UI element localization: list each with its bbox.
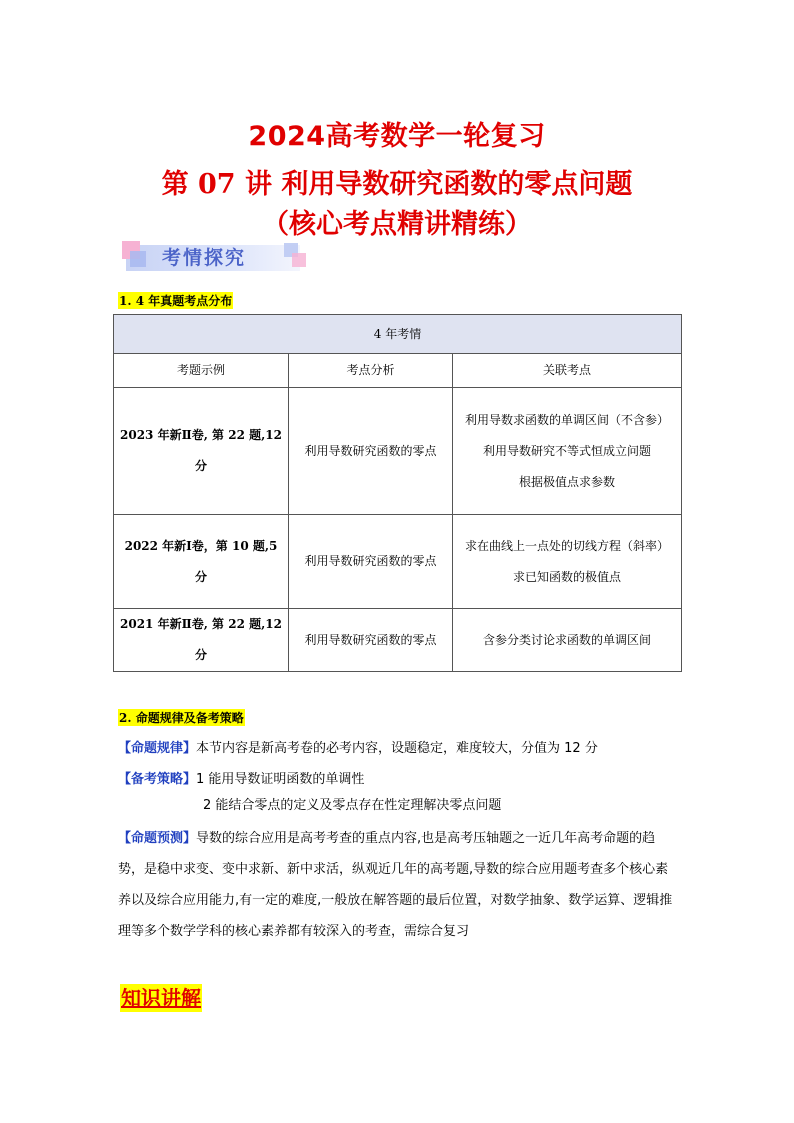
- table-title: 4 年考情: [114, 315, 682, 354]
- banner-decor-square: [292, 253, 306, 267]
- exam-analysis: 利用导数研究函数的零点: [289, 515, 453, 609]
- exam-example: 2021 年新Ⅱ卷, 第 22 题,12 分: [114, 609, 289, 672]
- strategy-item: 2 能结合零点的定义及零点存在性定理解决零点问题: [203, 798, 502, 813]
- related-points: [453, 388, 682, 515]
- column-header: 考点分析: [289, 354, 453, 388]
- related-item: 利用导数求函数的单调区间（不含参）: [465, 412, 670, 427]
- lecture-title: 第 07 讲 利用导数研究函数的零点问题: [161, 169, 633, 200]
- section2-heading: 2. 命题规律及备考策略: [119, 711, 244, 725]
- related-points: [453, 515, 682, 609]
- section1-heading: 1. 4 年真题考点分布: [119, 294, 233, 308]
- related-item: 根据极值点求参数: [519, 474, 616, 489]
- forecast-paragraph: [118, 823, 678, 947]
- banner-label: 考情探究: [162, 247, 247, 269]
- rule-tag: 【命题规律】: [118, 741, 197, 756]
- lecture-subtitle: （核心考点精讲精练）: [262, 209, 532, 240]
- exam-analysis: 利用导数研究函数的零点: [289, 388, 453, 515]
- related-item: 含参分类讨论求函数的单调区间: [483, 632, 652, 647]
- banner-decor-square: [130, 251, 146, 267]
- related-points: [453, 609, 682, 672]
- forecast-text: 导数的综合应用是高考考查的重点内容,也是高考压轴题之一近几年高考命题的趋势，是稳中求变、变中求新、新中求活，纵观近几年的高考题,导数的综合应用题考查多个核心素养以及综合应用能力,有一定的难度,一般放在解答题的最后位置，对数学抽象、数学运算、逻辑推理等多个数学学科的核心素养都有较深入的考查，需综合复习: [118, 831, 673, 939]
- column-header: 考题示例: [114, 354, 289, 388]
- related-item: 求已知函数的极值点: [513, 569, 622, 584]
- related-item: 利用导数研究不等式恒成立问题: [483, 443, 652, 458]
- rule-paragraph: [118, 733, 678, 764]
- knowledge-heading: 知识讲解: [121, 986, 201, 1010]
- forecast-tag: 【命题预测】: [118, 831, 197, 846]
- column-header: 关联考点: [453, 354, 682, 388]
- related-item: 求在曲线上一点处的切线方程（斜率）: [465, 538, 670, 553]
- page-title: 2024高考数学一轮复习: [248, 121, 546, 152]
- strategy-item: 1 能用导数证明函数的单调性: [196, 772, 365, 787]
- exam-table: [113, 314, 682, 672]
- table-row: [114, 609, 682, 672]
- table-row: [114, 388, 682, 515]
- exam-analysis: 利用导数研究函数的零点: [289, 609, 453, 672]
- strategy-tag: 【备考策略】: [118, 772, 197, 787]
- exam-example: 2022 年新Ⅰ卷，第 10 题,5 分: [114, 515, 289, 609]
- table-row: [114, 515, 682, 609]
- section-banner: [122, 239, 308, 275]
- exam-example: 2023 年新Ⅱ卷, 第 22 题,12 分: [114, 388, 289, 515]
- rule-text: 本节内容是新高考卷的必考内容，设题稳定，难度较大，分值为 12 分: [196, 741, 598, 756]
